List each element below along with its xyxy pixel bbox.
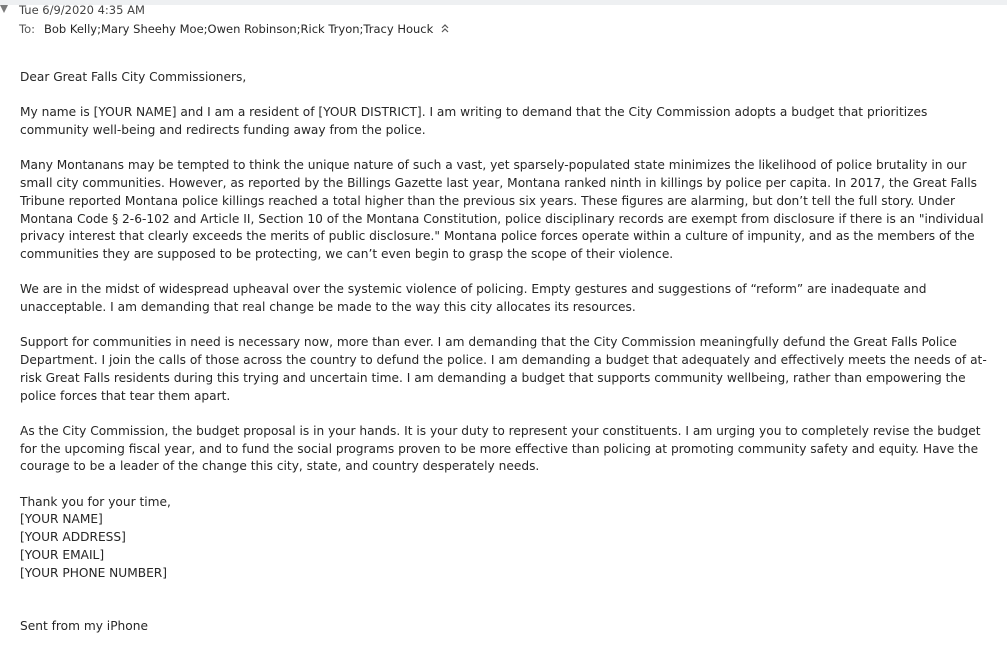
signature-email: [YOUR EMAIL] <box>20 547 105 562</box>
recipient-tracy-houck[interactable]: Tracy Houck <box>363 22 434 36</box>
sent-date: Tue 6/9/2020 4:35 AM <box>19 3 145 17</box>
message-header <box>0 0 1007 44</box>
body-paragraph: As the City Commission, the budget proposal is in your hands. It is your duty to represent your constituents. I am urging you to completely revise the budget for the upcoming fiscal year, and to fund the social programs proven to be more effective than policing at promoting community safety and equity. Have the courage to be a leader of the change this city, state, and country desperately needs. <box>20 423 981 474</box>
recipient-separator: ; <box>296 22 301 36</box>
body-paragraph: My name is [YOUR NAME] and I am a resident of [YOUR DISTRICT]. I am writing to demand that the City Commission adopts a budget that prioritizes community well-being and redirects funding away from the police. <box>20 105 928 138</box>
body-paragraph: Many Montanans may be tempted to think the unique nature of such a vast, yet sparsely-populated state minimizes the likelihood of police brutality in our small city communities. However, as reported by the Billings Gazette last year, Montana ranked ninth in killings by police per capita. In 2017, the Great Falls Tribune reported Montana police killings reached a total higher than the previous six years. These figures are alarming, but don’t tell the full story. Under Montana Code § 2-6-102 and Article II, Section 10 of the Montana Constitution, police disciplinary records are exempt from disclosure if there is an "individual privacy interest that clearly exceeds the merits of public disclosure." Montana police forces operate within a culture of impunity, and as the members of the communities they are supposed to be protecting, we can’t even begin to grasp the scope of their violence. <box>20 158 984 261</box>
recipient-mary-sheehy-moe[interactable]: Mary Sheehy Moe <box>100 22 204 36</box>
triangle-down-icon[interactable] <box>0 5 8 13</box>
recipient-separator: ; <box>359 22 364 36</box>
message-body <box>20 69 995 582</box>
recipient-separator: ; <box>97 22 101 36</box>
to-label: To: <box>19 22 35 36</box>
closing-line: Thank you for your time, <box>20 494 171 509</box>
body-paragraph: Support for communities in need is necessary now, more than ever. I am demanding that the City Commission meaningfully defund the Great Falls Police Department. I join the calls of those across the country to defund the police. I am demanding a budget that adequately and effectively meets the needs of at-risk Great Falls residents during this trying and uncertain time. I am demanding a budget that supports community wellbeing, rather than empowering the police forces that tear them apart. <box>20 335 987 403</box>
sent-from-line: Sent from my iPhone <box>20 619 148 633</box>
body-paragraph: We are in the midst of widespread upheaval over the systemic violence of policing. Empty gestures and suggestions of “reform” are inadequate and unacceptable. I am demanding that real change be made to the way this city allocates its resources. <box>20 282 927 315</box>
signature-name: [YOUR NAME] <box>20 512 103 527</box>
signature-block <box>20 494 995 583</box>
recipient-rick-tryon[interactable]: Rick Tryon <box>300 22 360 36</box>
recipient-separator: ; <box>203 22 208 36</box>
recipient-owen-robinson[interactable]: Owen Robinson <box>207 22 297 36</box>
double-chevron-up-icon[interactable] <box>440 23 450 33</box>
signature-phone: [YOUR PHONE NUMBER] <box>20 565 168 580</box>
recipient-bob-kelly[interactable]: Bob Kelly <box>43 22 98 36</box>
to-line <box>19 22 450 36</box>
greeting: Dear Great Falls City Commissioners, <box>20 70 247 84</box>
signature-address: [YOUR ADDRESS] <box>20 530 126 545</box>
